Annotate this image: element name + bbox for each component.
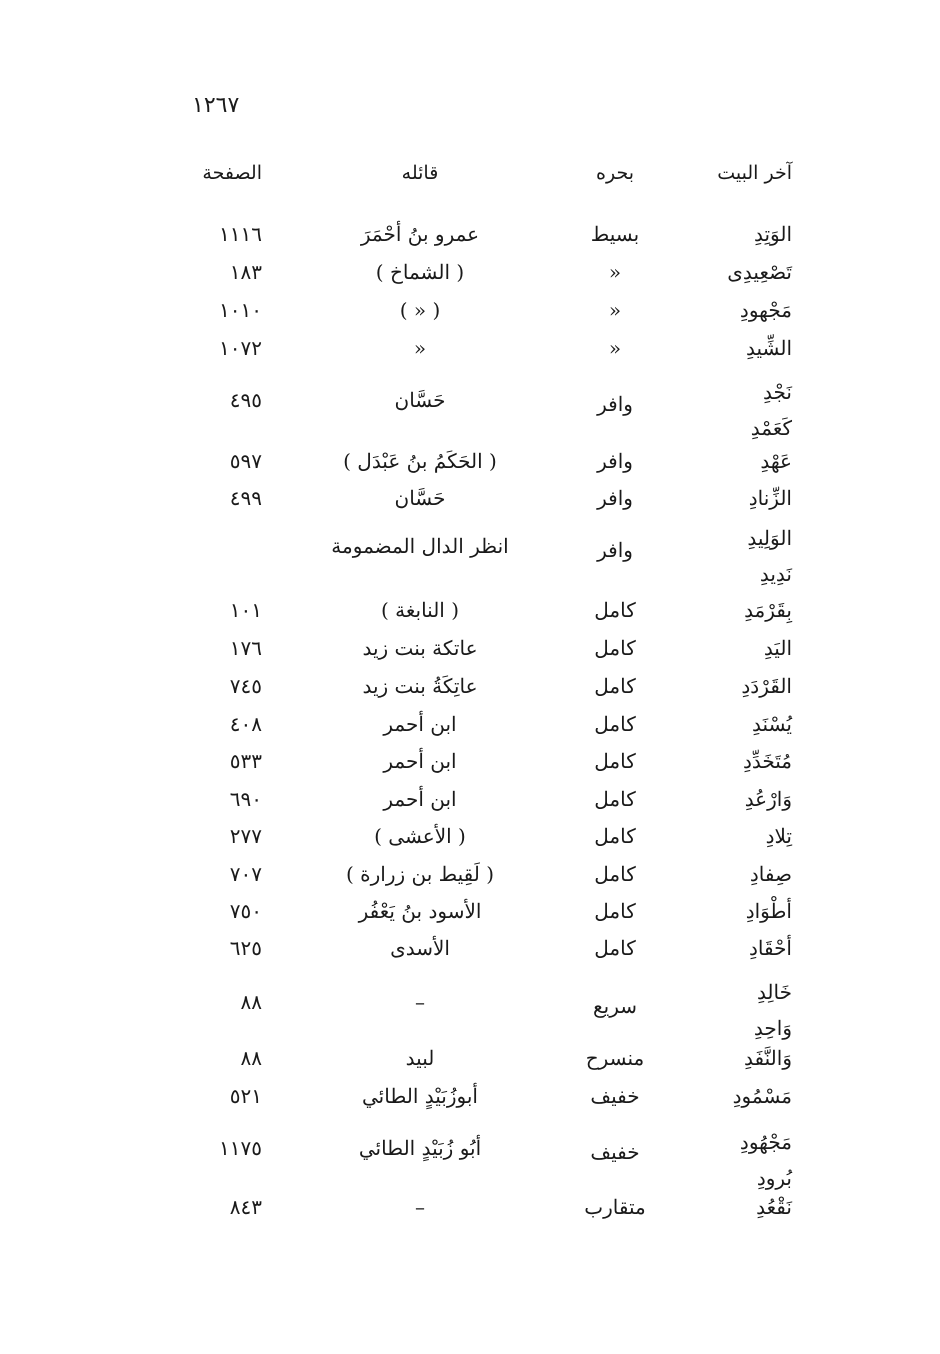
row-12-poet: ابن أحمر <box>383 712 457 736</box>
row-10-line-end: اليَدِ <box>763 636 792 660</box>
row-9-line-end: بِقَرْمَدِ <box>744 598 792 622</box>
row-7-page-ref: ٤٩٩ <box>229 486 262 510</box>
row-2-line-end: تَصْعِيدِى <box>727 260 792 284</box>
row-13-line-end: مُتَخَدِّدِ <box>742 749 792 773</box>
row-5-line-end-continuation: كَعَمْدِ <box>750 416 792 440</box>
row-18-meter: كامل <box>594 936 636 960</box>
header-meter: بحره <box>596 162 634 184</box>
row-23-page-ref: ٨٤٣ <box>229 1195 262 1219</box>
row-3-poet: ( » ) <box>399 298 441 322</box>
row-17-meter: كامل <box>594 899 636 923</box>
row-5-meter: وافر <box>597 392 633 416</box>
row-9-poet: ( النابغة ) <box>380 598 460 622</box>
row-18-poet: الأسدى <box>390 936 450 960</box>
row-5-page-ref: ٤٩٥ <box>229 388 262 412</box>
header-poet: قائله <box>401 162 439 184</box>
row-8-line-end: الوَلِيدِ <box>747 526 792 550</box>
row-10-page-ref: ١٧٦ <box>229 636 262 660</box>
row-4-meter: » <box>608 336 622 360</box>
row-20-meter: منسرح <box>585 1046 645 1070</box>
row-18-page-ref: ٦٢٥ <box>229 936 262 960</box>
row-8-meter: وافر <box>597 538 633 562</box>
row-20-page-ref: ٨٨ <box>240 1046 262 1070</box>
row-13-meter: كامل <box>594 749 636 773</box>
row-17-line-end: أطْوَادِ <box>745 899 792 923</box>
row-14-line-end: وَارْعُدِ <box>744 787 792 811</box>
row-11-line-end: القَرْدَدِ <box>741 674 792 698</box>
row-15-meter: كامل <box>594 824 636 848</box>
row-8-line-end-continuation: نَدِيدِ <box>759 562 792 586</box>
row-21-poet: أبوزُبَيْدٍ الطائي <box>362 1084 478 1108</box>
row-7-poet: حَسَّان <box>394 486 446 510</box>
row-21-line-end: مَسْمُودِ <box>732 1084 792 1108</box>
row-20-line-end: وَالنَّفَدِ <box>744 1046 792 1070</box>
row-19-page-ref: ٨٨ <box>240 990 262 1014</box>
row-6-line-end: عَهْدِ <box>760 449 792 473</box>
row-9-page-ref: ١٠١ <box>229 598 262 622</box>
row-14-meter: كامل <box>594 787 636 811</box>
row-10-meter: كامل <box>594 636 636 660</box>
row-16-poet: ( لَقِيط بن زرارة ) <box>345 862 495 886</box>
row-15-poet: ( الأعشى ) <box>374 824 466 848</box>
row-4-line-end: الشِّيدِ <box>745 336 792 360</box>
row-18-line-end: أحْقَادِ <box>748 936 792 960</box>
row-1-meter: بسيط <box>590 222 640 246</box>
row-1-poet: عمرو بنُ أحْمَرَ <box>360 222 480 246</box>
row-22-meter: خفيف <box>590 1140 640 1164</box>
row-19-poet: – <box>415 990 425 1014</box>
row-4-page-ref: ١٠٧٢ <box>219 336 262 360</box>
row-23-line-end: نَقْعُدِ <box>756 1195 792 1219</box>
row-19-line-end: خَالِدِ <box>756 980 792 1004</box>
row-20-poet: لبيد <box>405 1046 435 1070</box>
row-17-poet: الأسود بنُ يَعْفُر <box>358 899 482 923</box>
header-line-end: آخر البيت <box>717 162 792 184</box>
page-number: ١٢٦٧ <box>192 93 240 118</box>
row-10-poet: عاتكة بنت زيد <box>362 636 478 660</box>
row-14-poet: ابن أحمر <box>383 787 457 811</box>
row-17-page-ref: ٧٥٠ <box>229 899 262 923</box>
row-16-line-end: صِفادِ <box>749 862 792 886</box>
row-1-page-ref: ١١١٦ <box>219 222 262 246</box>
row-6-meter: وافر <box>597 449 633 473</box>
row-19-line-end-continuation: وَاحِدِ <box>753 1016 792 1040</box>
row-12-meter: كامل <box>594 712 636 736</box>
row-2-page-ref: ١٨٣ <box>229 260 262 284</box>
row-3-page-ref: ١٠١٠ <box>219 298 262 322</box>
row-23-poet: – <box>415 1195 425 1219</box>
row-5-line-end: نَجْدِ <box>763 380 792 404</box>
row-3-line-end: مَجْهودِ <box>739 298 792 322</box>
row-21-meter: خفيف <box>590 1084 640 1108</box>
row-13-poet: ابن أحمر <box>383 749 457 773</box>
row-7-line-end: الزِّنادِ <box>748 486 792 510</box>
row-23-meter: متقارب <box>584 1195 646 1219</box>
row-22-line-end: مَجْهُودِ <box>739 1130 792 1154</box>
row-2-poet: ( الشماخ ) <box>375 260 465 284</box>
row-8-poet: انظر الدال المضمومة <box>331 534 509 558</box>
row-3-meter: » <box>608 298 622 322</box>
row-22-page-ref: ١١٧٥ <box>219 1136 262 1160</box>
row-13-page-ref: ٥٣٣ <box>229 749 262 773</box>
row-9-meter: كامل <box>594 598 636 622</box>
row-15-page-ref: ٢٧٧ <box>229 824 262 848</box>
row-16-page-ref: ٧٠٧ <box>229 862 262 886</box>
row-19-meter: سريع <box>592 994 637 1018</box>
row-12-line-end: يُسْنَدِ <box>752 712 792 736</box>
row-11-page-ref: ٧٤٥ <box>229 674 262 698</box>
row-1-line-end: الوَتِدِ <box>753 222 792 246</box>
header-page: الصفحة <box>202 162 262 184</box>
row-11-poet: عاتِكَةُ بنت زيد <box>362 674 478 698</box>
row-6-page-ref: ٥٩٧ <box>229 449 262 473</box>
row-22-line-end-continuation: بُرودِ <box>756 1166 792 1190</box>
row-11-meter: كامل <box>594 674 636 698</box>
row-7-meter: وافر <box>597 486 633 510</box>
row-6-poet: ( الحَكَمُ بنُ عَبْدَل ) <box>343 449 497 473</box>
row-4-poet: » <box>413 336 427 360</box>
row-16-meter: كامل <box>594 862 636 886</box>
row-12-page-ref: ٤٠٨ <box>229 712 262 736</box>
row-15-line-end: تِلادِ <box>765 824 792 848</box>
row-14-page-ref: ٦٩٠ <box>229 787 262 811</box>
row-22-poet: أبُو زُبَيْدٍ الطائي <box>358 1136 482 1160</box>
row-5-poet: حَسَّان <box>394 388 446 412</box>
row-21-page-ref: ٥٢١ <box>229 1084 262 1108</box>
row-2-meter: » <box>608 260 622 284</box>
